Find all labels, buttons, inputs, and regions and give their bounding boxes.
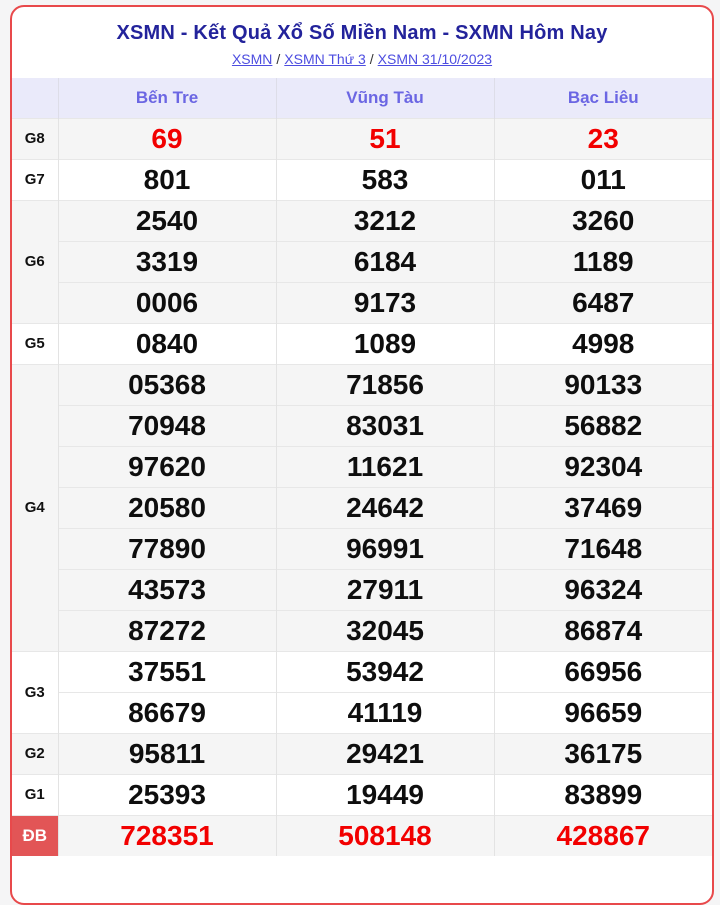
result-number: 43573 xyxy=(58,569,276,610)
prize-label-g4: G4 xyxy=(12,364,58,651)
prize-label-db: ĐB xyxy=(12,815,58,856)
result-number: 9173 xyxy=(276,282,494,323)
column-header-row xyxy=(12,78,712,118)
result-number: 0840 xyxy=(58,323,276,364)
prize-row-g6 xyxy=(12,200,712,241)
result-number: 37551 xyxy=(58,651,276,692)
result-number: 20580 xyxy=(58,487,276,528)
prize-label-g8: G8 xyxy=(12,118,58,159)
result-number: 3212 xyxy=(276,200,494,241)
page-title: XSMN - Kết Quả Xổ Số Miền Nam - SXMN Hôm Nay xyxy=(116,22,608,44)
result-number: 86679 xyxy=(58,692,276,733)
result-number: 508148 xyxy=(276,815,494,856)
breadcrumb-link-xsmn-thu-3[interactable]: XSMN Thứ 3 xyxy=(284,51,366,67)
prize-row-db xyxy=(12,815,712,856)
result-number: 77890 xyxy=(58,528,276,569)
result-number: 0006 xyxy=(58,282,276,323)
column-header-bac-lieu: Bạc Liêu xyxy=(494,78,712,118)
result-number: 3260 xyxy=(494,200,712,241)
breadcrumb xyxy=(12,51,712,67)
result-number: 83031 xyxy=(276,405,494,446)
result-number: 37469 xyxy=(494,487,712,528)
prize-label-g6: G6 xyxy=(12,200,58,323)
result-number: 2540 xyxy=(58,200,276,241)
result-number: 92304 xyxy=(494,446,712,487)
prize-row-g1 xyxy=(12,774,712,815)
result-number: 011 xyxy=(494,159,712,200)
prize-label-g7: G7 xyxy=(12,159,58,200)
result-number: 24642 xyxy=(276,487,494,528)
result-number: 96324 xyxy=(494,569,712,610)
column-header-vung-tau: Vũng Tàu xyxy=(276,78,494,118)
results-table xyxy=(12,78,712,856)
prize-row-g2 xyxy=(12,733,712,774)
result-number: 11621 xyxy=(276,446,494,487)
prize-row-g4 xyxy=(12,569,712,610)
result-number: 6487 xyxy=(494,282,712,323)
prize-row-g3 xyxy=(12,692,712,733)
breadcrumb-separator: / xyxy=(369,51,374,67)
result-number: 6184 xyxy=(276,241,494,282)
result-number: 25393 xyxy=(58,774,276,815)
prize-row-g4 xyxy=(12,610,712,651)
result-number: 83899 xyxy=(494,774,712,815)
result-number: 05368 xyxy=(58,364,276,405)
result-number: 36175 xyxy=(494,733,712,774)
result-number: 95811 xyxy=(58,733,276,774)
breadcrumb-link-xsmn-date[interactable]: XSMN 31/10/2023 xyxy=(377,51,493,67)
column-header-ben-tre: Bến Tre xyxy=(58,78,276,118)
result-number: 86874 xyxy=(494,610,712,651)
result-number: 41119 xyxy=(276,692,494,733)
prize-row-g4 xyxy=(12,364,712,405)
prize-row-g4 xyxy=(12,487,712,528)
result-number: 3319 xyxy=(58,241,276,282)
result-number: 87272 xyxy=(58,610,276,651)
result-number: 19449 xyxy=(276,774,494,815)
result-number: 583 xyxy=(276,159,494,200)
result-number: 53942 xyxy=(276,651,494,692)
result-number: 70948 xyxy=(58,405,276,446)
prize-row-g6 xyxy=(12,241,712,282)
prize-label-g5: G5 xyxy=(12,323,58,364)
prize-row-g4 xyxy=(12,446,712,487)
result-number: 97620 xyxy=(58,446,276,487)
prize-row-g4 xyxy=(12,405,712,446)
prize-label-g2: G2 xyxy=(12,733,58,774)
result-number: 428867 xyxy=(494,815,712,856)
result-number: 728351 xyxy=(58,815,276,856)
result-number: 71648 xyxy=(494,528,712,569)
prize-label-g1: G1 xyxy=(12,774,58,815)
result-number: 32045 xyxy=(276,610,494,651)
result-number: 56882 xyxy=(494,405,712,446)
result-number: 801 xyxy=(58,159,276,200)
breadcrumb-separator: / xyxy=(276,51,281,67)
breadcrumb-link-xsmn[interactable]: XSMN xyxy=(231,51,273,67)
result-number: 1089 xyxy=(276,323,494,364)
result-number: 23 xyxy=(494,118,712,159)
prize-row-g7 xyxy=(12,159,712,200)
prize-column-header xyxy=(12,78,58,118)
prize-row-g3 xyxy=(12,651,712,692)
result-number: 71856 xyxy=(276,364,494,405)
result-number: 51 xyxy=(276,118,494,159)
result-number: 96659 xyxy=(494,692,712,733)
lottery-results-card xyxy=(10,5,714,905)
prize-label-g3: G3 xyxy=(12,651,58,733)
prize-row-g5 xyxy=(12,323,712,364)
result-number: 96991 xyxy=(276,528,494,569)
result-number: 69 xyxy=(58,118,276,159)
prize-row-g4 xyxy=(12,528,712,569)
result-number: 66956 xyxy=(494,651,712,692)
result-number: 27911 xyxy=(276,569,494,610)
result-number: 90133 xyxy=(494,364,712,405)
result-number: 29421 xyxy=(276,733,494,774)
prize-row-g8 xyxy=(12,118,712,159)
prize-row-g6 xyxy=(12,282,712,323)
result-number: 1189 xyxy=(494,241,712,282)
result-number: 4998 xyxy=(494,323,712,364)
